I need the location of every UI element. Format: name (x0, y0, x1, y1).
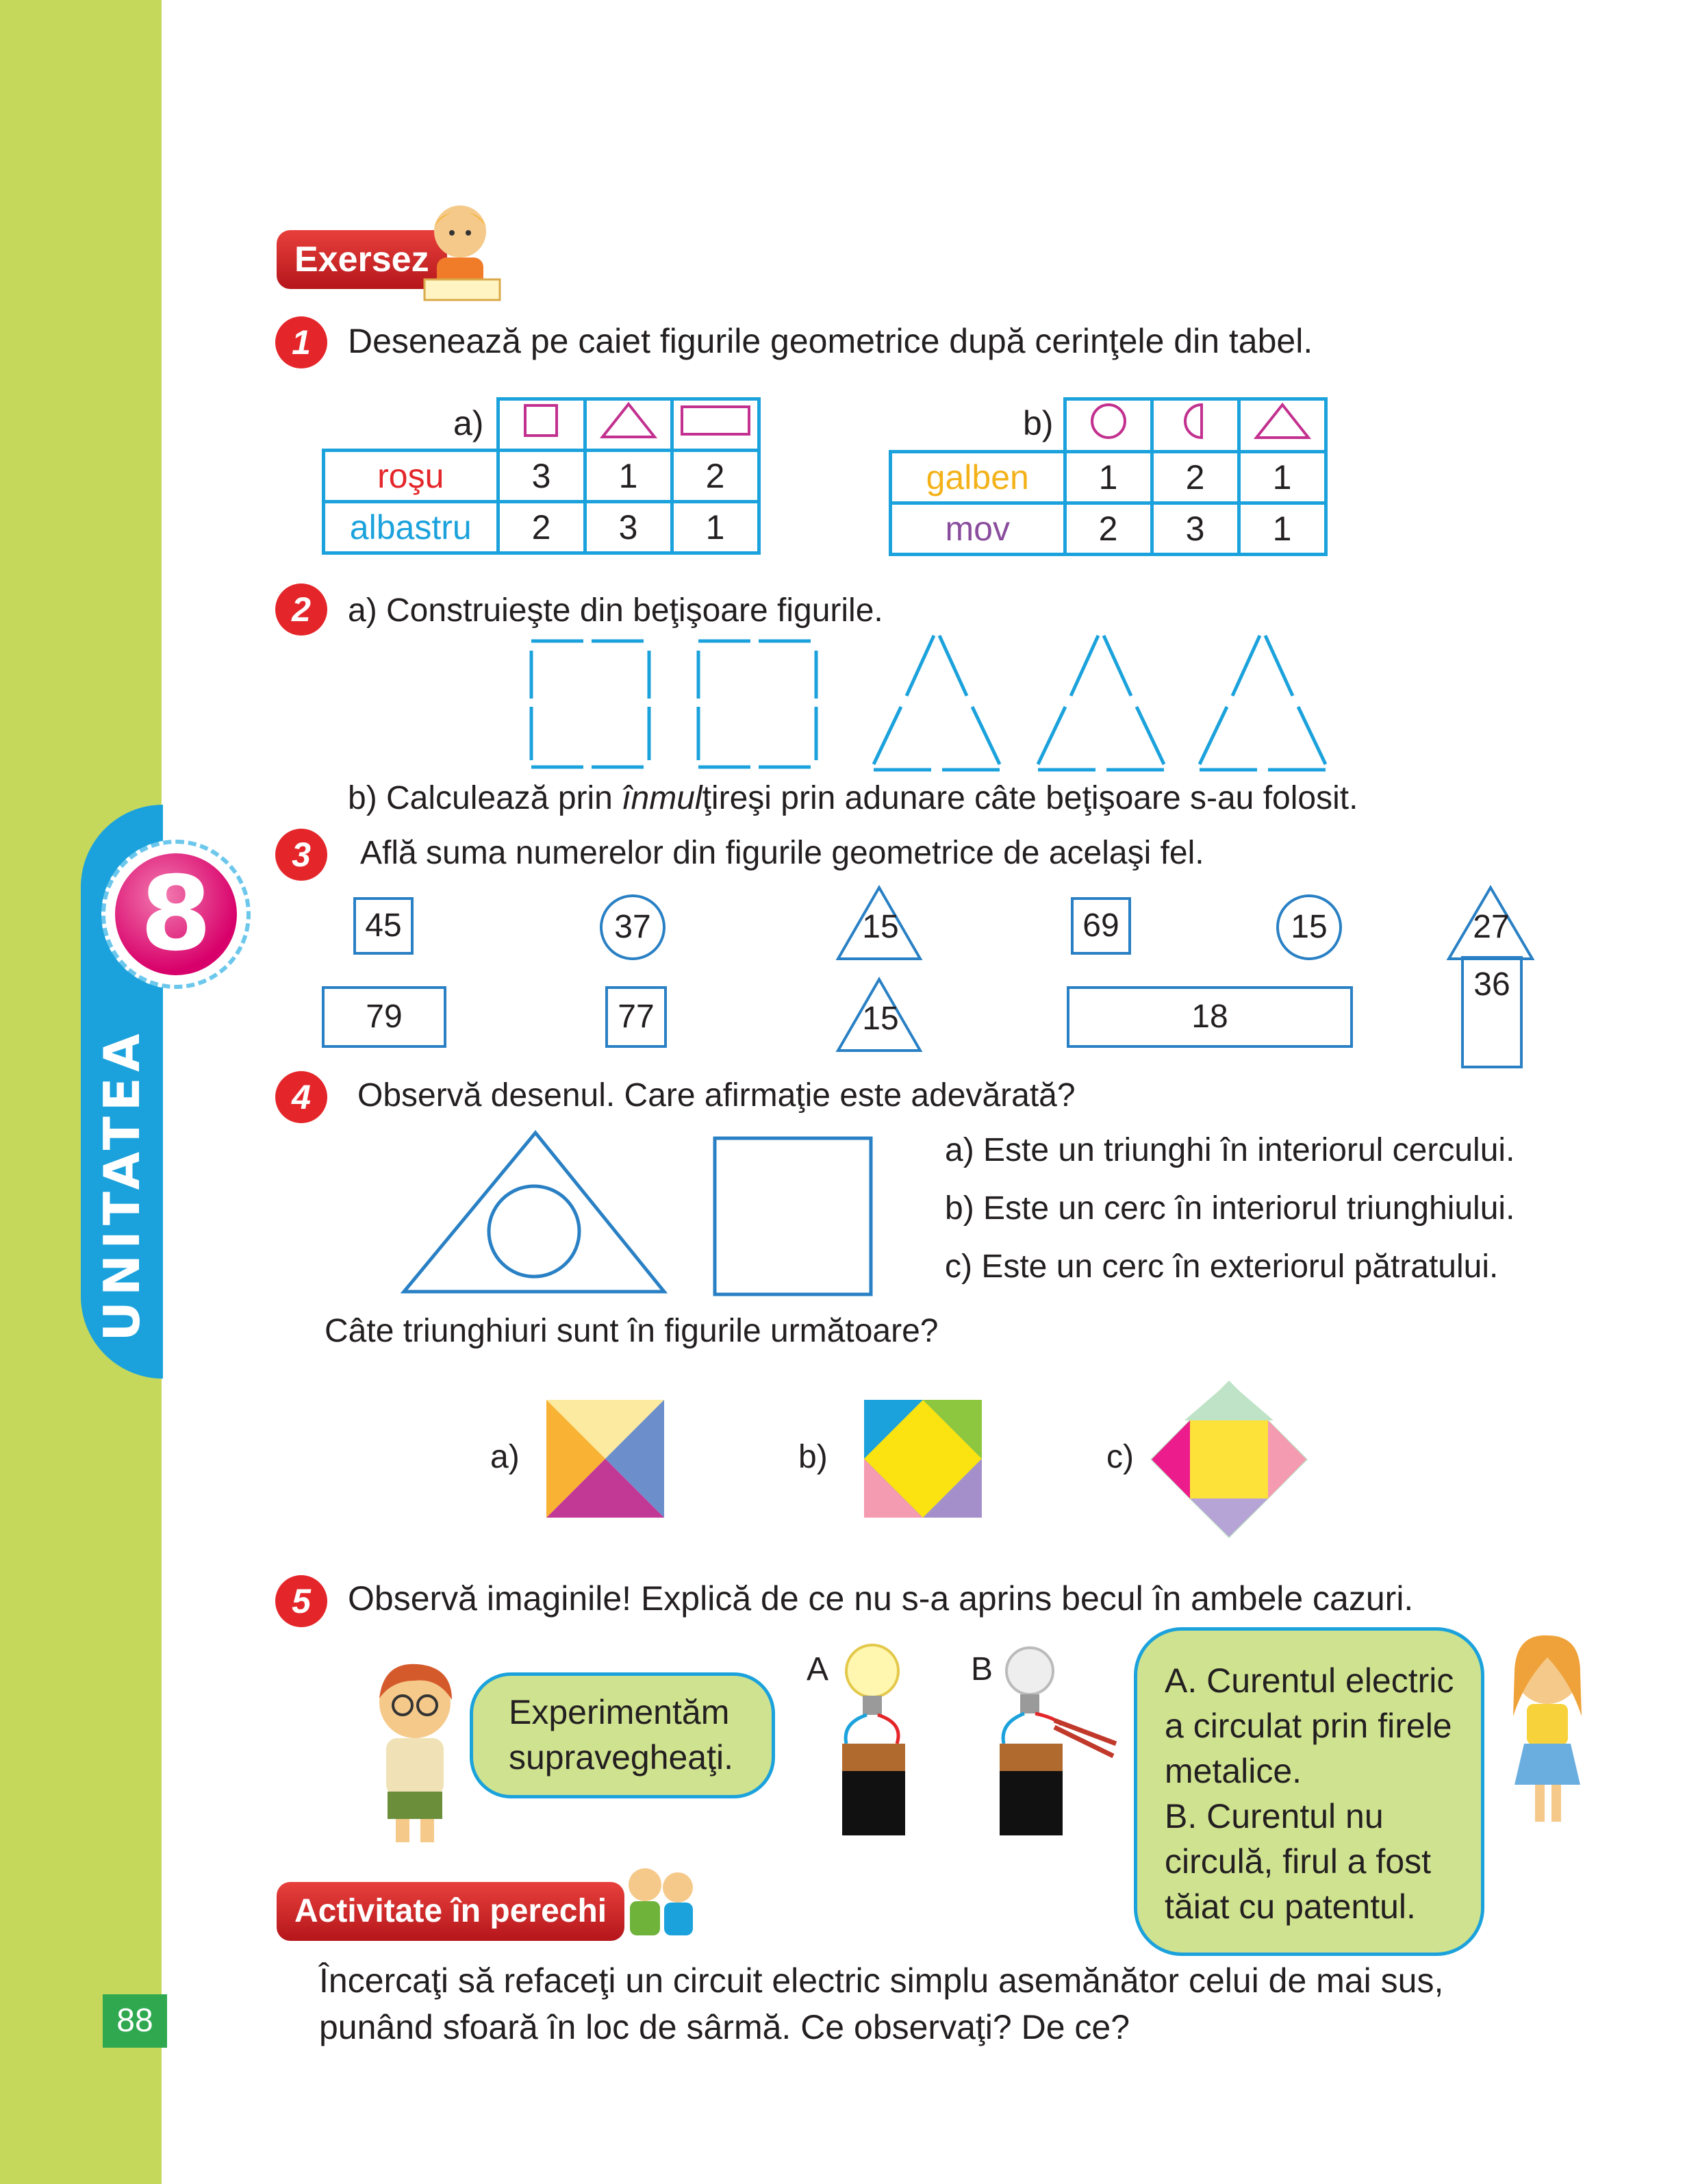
circuit-b-illustration (986, 1641, 1123, 1840)
table-b-label: b) (1023, 404, 1054, 442)
exercise-number-2: 2 (275, 583, 327, 636)
boy-illustration (356, 1657, 472, 1849)
colored-square-figure-b (864, 1400, 982, 1518)
table-cell: 1 (1065, 452, 1152, 503)
circle-icon (1088, 401, 1129, 442)
exercise-number-3: 3 (275, 829, 327, 881)
table-cell: 3 (585, 502, 672, 553)
rectangle-icon (678, 403, 753, 438)
ex4-instruction: Observă desenul. Care afirmaţie este adevărată? (357, 1077, 1076, 1114)
table-cell: 3 (498, 451, 585, 502)
table-a-square-header (498, 399, 585, 451)
ex4-option-c: c) Este un cerc în exteriorul pătratului. (945, 1248, 1499, 1285)
bubble-line: supravegheaţi. (509, 1738, 734, 1777)
colored-diamond-figure-c (1150, 1381, 1308, 1538)
figure-label-b: b) (798, 1439, 828, 1475)
figure-label-c: c) (1106, 1439, 1134, 1475)
exercise-number-5: 5 (275, 1575, 327, 1627)
ex4-option-a: a) Este un triunghi în interiorul cercului. (945, 1132, 1515, 1168)
table-cell: 2 (1065, 503, 1152, 555)
color-name: mov (891, 503, 1065, 555)
color-name: roşu (324, 451, 498, 502)
exercise-number-4: 4 (275, 1071, 327, 1123)
activity-badge: Activitate în perechi (277, 1882, 624, 1941)
activity-text-line1: Încercaţi să refaceţi un circuit electric simplu asemănător celui de mai sus, (319, 1961, 1444, 2000)
triangle-number: 15 (862, 909, 899, 945)
triangle-icon (600, 401, 657, 440)
figure-label-a: a) (490, 1439, 520, 1475)
square-number: 77 (605, 986, 667, 1048)
table-cell: 1 (585, 451, 672, 502)
ex1-instruction: Desenează pe caiet figurile geometrice după cerinţele din tabel. (348, 322, 1313, 360)
table-cell: 3 (1152, 503, 1239, 555)
table-a-triangle-header (585, 399, 672, 451)
table-a-rectangle-header (672, 399, 759, 451)
bubble-line: A. Curentul electric (1165, 1661, 1454, 1700)
bubble-line: metalice. (1165, 1752, 1302, 1790)
colored-square-figure-a (546, 1400, 664, 1518)
square-icon (521, 403, 562, 438)
square-number: 45 (353, 897, 414, 955)
table-row (324, 502, 759, 553)
rectangle-number: 36 (1461, 956, 1523, 1068)
table-row (324, 451, 759, 502)
child-writing-illustration (418, 199, 507, 308)
square-figure (712, 1135, 876, 1300)
circuit-a-illustration (828, 1641, 917, 1840)
table-a-label: a) (453, 404, 484, 442)
circle-number: 37 (600, 894, 666, 960)
table-b-half-circle-header (1152, 399, 1239, 452)
ex3-instruction: Află suma numerelor din figurile geometrice de acelaşi fel. (360, 835, 1204, 871)
table-cell: 1 (1239, 503, 1326, 555)
circuit-label-a: A (807, 1651, 829, 1687)
children-pair-illustration (620, 1860, 702, 1942)
bubble-line: tăiat cu patentul. (1165, 1887, 1416, 1926)
activity-text-line2: punând sfoară în loc de sârmă. Ce observaţi? De ce? (319, 2008, 1130, 2046)
ex2-part-a: a) Construieşte din beţişoare figurile. (348, 592, 883, 629)
table-b (889, 397, 1328, 556)
bubble-line: B. Curentul nu (1165, 1797, 1384, 1835)
unit-label: UNITATEA (93, 1028, 151, 1342)
exercise-number-1: 1 (275, 316, 327, 368)
ex4-question-2: Câte triunghiuri sunt în figurile următoare? (325, 1313, 939, 1349)
exersez-badge: Exersez (277, 230, 447, 289)
table-a (322, 397, 761, 555)
unit-number: 8 (115, 853, 237, 975)
triangle-icon (1254, 402, 1311, 440)
stick-figures (520, 630, 1356, 774)
table-cell: 2 (672, 451, 759, 502)
girl-speech-bubble (1134, 1627, 1484, 1956)
color-name: galben (891, 452, 1065, 503)
triangle-with-circle (397, 1127, 671, 1298)
table-row (891, 452, 1326, 503)
triangle-number: 15 (862, 1001, 899, 1037)
half-circle-icon (1178, 401, 1213, 442)
triangle-number: 27 (1473, 909, 1510, 945)
ex2-part-b: b) Calculează prin înmulţireşi prin adunare câte beţişoare s-au folosit. (348, 780, 1358, 816)
table-row (891, 503, 1326, 555)
ex5-instruction: Observă imaginile! Explică de ce nu s-a aprins becul în ambele cazuri. (348, 1579, 1414, 1618)
table-cell: 1 (672, 502, 759, 553)
bubble-line: circulă, firul a fost (1165, 1842, 1432, 1881)
circuit-label-b: B (971, 1651, 993, 1687)
circle-number: 15 (1276, 894, 1342, 960)
page-number: 88 (103, 1994, 167, 2048)
bubble-line: a circulat prin firele (1165, 1707, 1452, 1745)
color-name: albastru (324, 502, 498, 553)
table-cell: 2 (1152, 452, 1239, 503)
table-cell: 2 (498, 502, 585, 553)
girl-illustration (1499, 1627, 1595, 1833)
rectangle-number: 18 (1067, 986, 1353, 1048)
ex4-option-b: b) Este un cerc în interiorul triunghiului. (945, 1190, 1515, 1227)
table-cell: 1 (1239, 452, 1326, 503)
table-b-triangle-header (1239, 399, 1326, 452)
square-number: 69 (1071, 897, 1131, 955)
boy-speech-bubble (470, 1672, 775, 1798)
bubble-line: Experimentăm (509, 1693, 730, 1731)
table-b-circle-header (1065, 399, 1152, 452)
rectangle-number: 79 (322, 986, 446, 1048)
